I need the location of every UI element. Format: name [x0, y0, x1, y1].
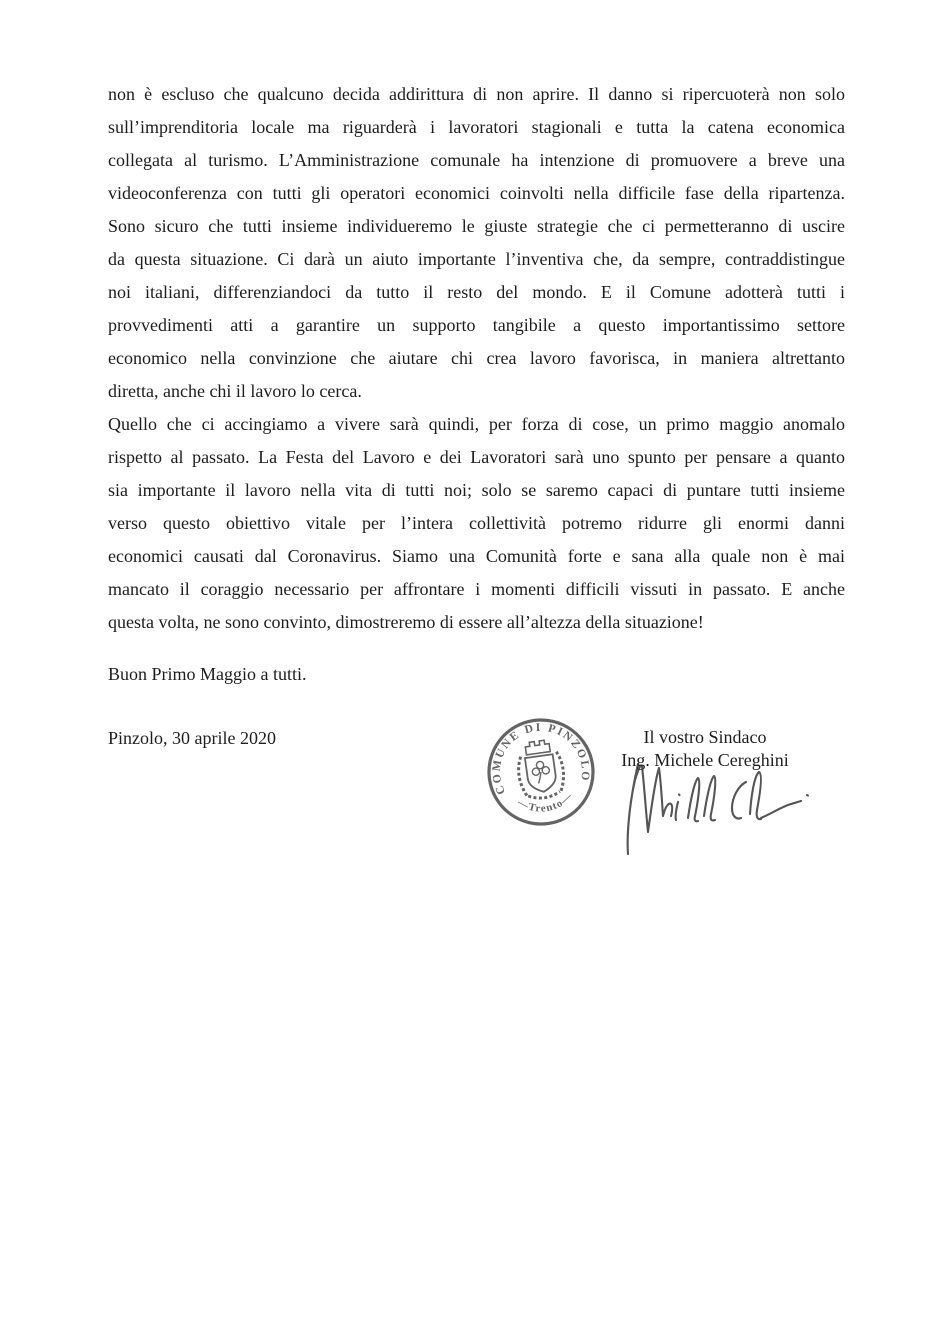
signer-role: Il vostro Sindaco	[643, 727, 767, 747]
paragraph-1	[108, 78, 845, 408]
stamp-crown-icon	[525, 740, 550, 755]
signer-name: Ing. Michele Cereghini	[621, 750, 789, 770]
closing-line: Buon Primo Maggio a tutti.	[108, 664, 307, 684]
stamp-wreath-icon	[516, 751, 566, 801]
stamp-top-text: COMUNE DI PINZOLO	[490, 721, 592, 797]
body-line: rispetto al passato. La Festa del Lavoro e dei Lavoratori sarà uno spunto per pensare a quanto	[108, 447, 845, 467]
body-line: Quello che ci accingiamo a vivere sarà quindi, per forza di cose, un primo maggio anomalo	[108, 414, 845, 434]
body-line: mancato il coraggio necessario per affrontare i momenti difficili vissuti in passato. E anche	[108, 579, 845, 599]
body-line: non è escluso che qualcuno decida addirittura di non aprire. Il danno si ripercuoterà non solo	[108, 84, 845, 104]
letter-body	[108, 78, 845, 691]
body-line: Sono sicuro che tutti insieme individueremo le giuste strategie che ci permetteranno di uscire	[108, 216, 845, 236]
body-line: videoconferenza con tutti gli operatori economici coinvolti nella difficile fase della ripartenza.	[108, 183, 845, 203]
body-line: noi italiani, differenziandoci da tutto il resto del mondo. E il Comune adotterà tutti i	[108, 282, 845, 302]
stamp-clover-icon	[531, 760, 551, 784]
body-line: verso questo obiettivo vitale per l’intera collettività potremo ridurre gli enormi danni	[108, 513, 845, 533]
body-line: economico nella convinzione che aiutare chi crea lavoro favorisca, in maniera altrettanto	[108, 348, 845, 368]
stamp-bottom-text: —Trento—	[515, 790, 575, 815]
municipal-stamp-icon	[478, 709, 604, 835]
body-line: da questa situazione. Ci darà un aiuto importante l’inventiva che, da sempre, contraddistingue	[108, 249, 845, 269]
body-line: questa volta, ne sono convinto, dimostreremo di essere all’altezza della situazione!	[108, 612, 704, 632]
body-line: diretta, anche chi il lavoro lo cerca.	[108, 381, 362, 401]
body-line: sull’imprenditoria locale ma riguarderà i lavoratori stagionali e tutta la catena economica	[108, 117, 845, 137]
body-line: collegata al turismo. L’Amministrazione comunale ha intenzione di promuovere a breve una	[108, 150, 845, 170]
body-line: sia importante il lavoro nella vita di tutti noi; solo se saremo capaci di puntare tutti insieme	[108, 480, 845, 500]
paragraph-2	[108, 408, 845, 639]
dateline: Pinzolo, 30 aprile 2020	[108, 728, 276, 748]
svg-text:—Trento—	[513, 789, 576, 819]
body-line: provvedimenti atti a garantire un supporto tangibile a questo importantissimo settore	[108, 315, 845, 335]
handwritten-signature-icon	[608, 750, 820, 865]
body-line: economici causati dal Coronavirus. Siamo una Comunità forte e sana alla quale non è mai	[108, 546, 845, 566]
